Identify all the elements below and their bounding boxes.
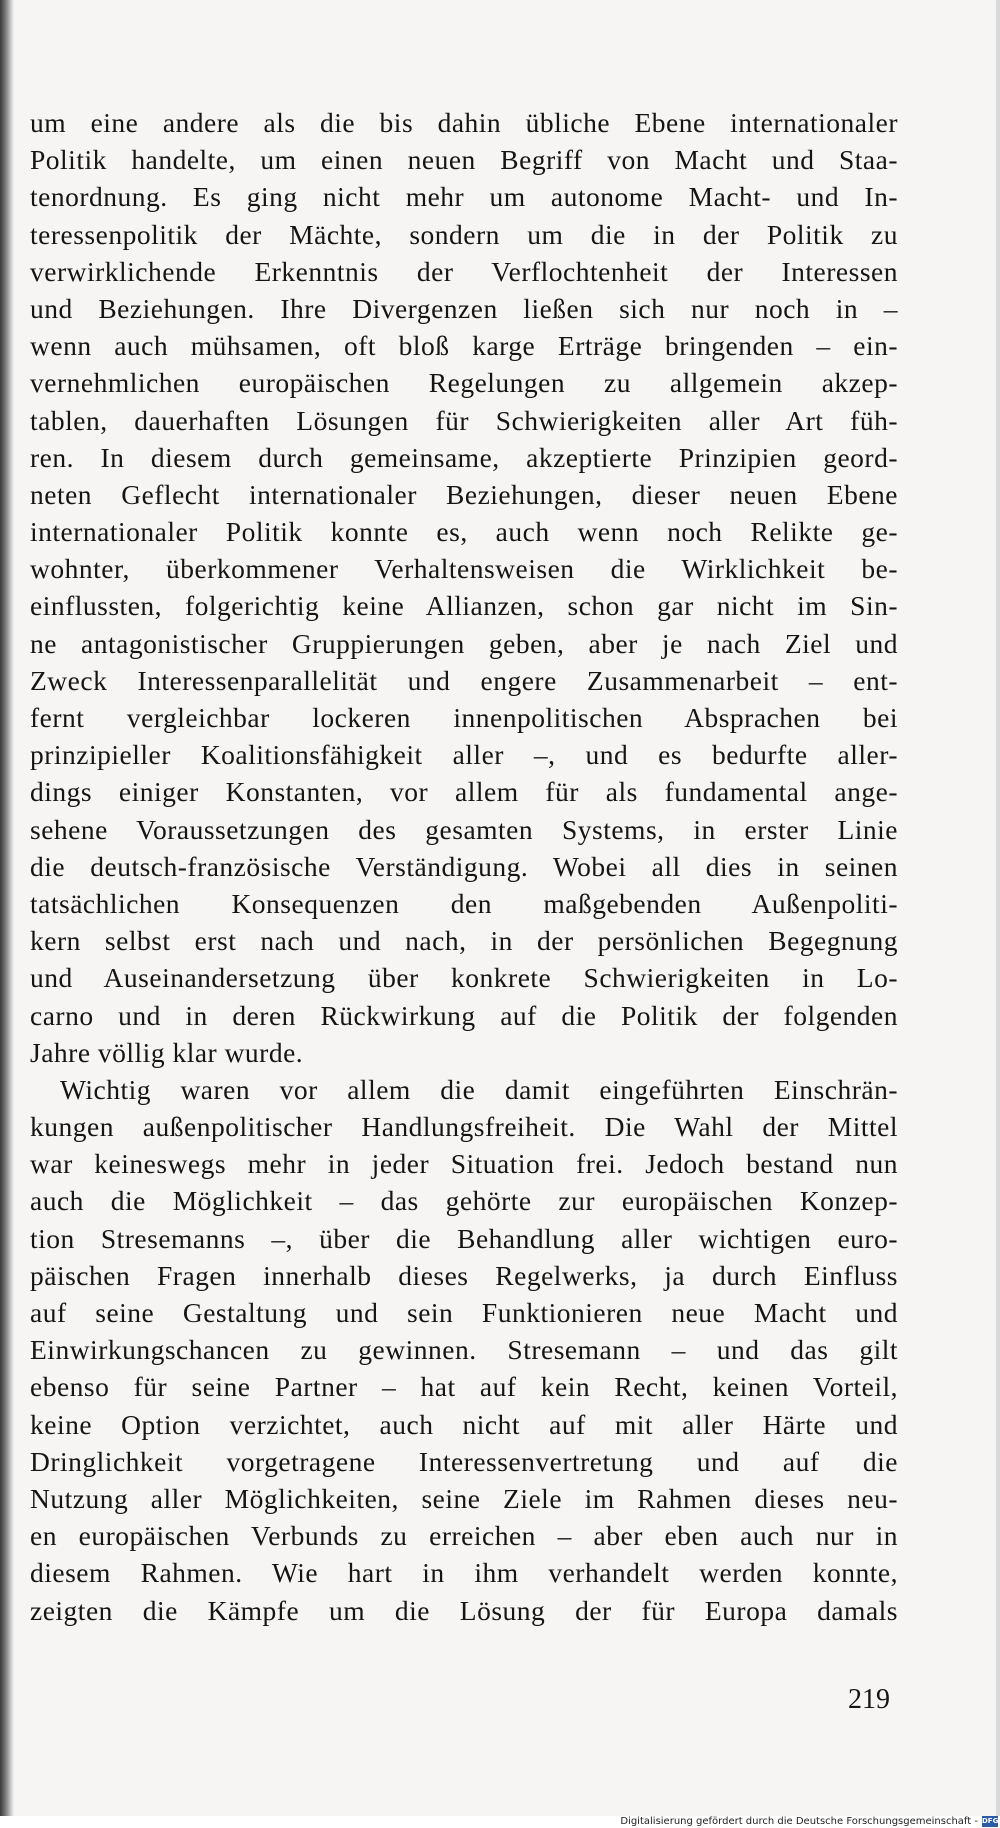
text-line: Politik handelte, um einen neuen Begriff von Macht und Staa- [30,144,898,176]
text-line: päischen Fragen innerhalb dieses Regelwerks, ja durch Einfluss [30,1259,898,1291]
text-line: war keineswegs mehr in jeder Situation frei. Jedoch bestand nun [30,1148,898,1180]
text-line: en europäischen Verbunds zu erreichen – aber eben auch nur in [30,1520,898,1552]
paragraph-last-line: Jahre völlig klar wurde. [30,1036,304,1068]
text-line: und Auseinandersetzung über konkrete Schwierigkeiten in Lo- [30,962,898,994]
text-line: Nutzung aller Möglichkeiten, seine Ziele im Rahmen dieses neu- [30,1482,898,1514]
text-line: diesem Rahmen. Wie hart in ihm verhandelt werden konnte, [30,1557,898,1589]
text-line: vernehmlichen europäischen Regelungen zu allgemein akzep- [30,367,898,399]
text-line: wohnter, überkommener Verhaltensweisen die Wirklichkeit be- [30,553,898,585]
text-line: auch die Möglichkeit – das gehörte zur europäischen Konzep- [30,1185,898,1217]
text-line: kungen außenpolitischer Handlungsfreiheit. Die Wahl der Mittel [30,1111,898,1143]
text-line: die deutsch-französische Verständigung. Wobei all dies in seinen [30,850,898,882]
text-line: prinzipieller Koalitionsfähigkeit aller –, und es bedurfte aller- [30,739,898,771]
text-line: carno und in deren Rückwirkung auf die Politik der folgenden [30,999,898,1031]
text-line: tion Stresemanns –, über die Behandlung aller wichtigen euro- [30,1222,898,1254]
funding-note: Digitalisierung gefördert durch die Deutsche Forschungsgemeinschaft - [620,1816,978,1827]
text-line: keine Option verzichtet, auch nicht auf mit aller Härte und [30,1408,898,1440]
text-line: sehene Voraussetzungen des gesamten Systems, in erster Linie [30,813,898,845]
body-text [30,104,898,1629]
page-edge [996,0,1000,1816]
text-line: ren. In diesem durch gemeinsame, akzeptierte Prinzipien geord- [30,441,898,473]
text-line: Zweck Interessenparallelität und engere Zusammenarbeit – ent- [30,664,898,696]
text-line: und Beziehungen. Ihre Divergenzen ließen sich nur noch in – [30,292,898,324]
text-line: tatsächlichen Konsequenzen den maßgebenden Außenpoliti- [30,887,898,919]
dfg-logo: DFG [982,1817,999,1825]
page-gutter-shadow [0,0,14,1816]
text-line: tenordnung. Es ging nicht mehr um autonome Macht- und In- [30,181,898,213]
text-line: dings einiger Konstanten, vor allem für als fundamental ange- [30,776,898,808]
text-line: ebenso für seine Partner – hat auf kein Recht, keinen Vorteil, [30,1371,898,1403]
text-line: tablen, dauerhaften Lösungen für Schwierigkeiten aller Art füh- [30,404,898,436]
text-line: auf seine Gestaltung und sein Funktionieren neue Macht und [30,1297,898,1328]
text-line: verwirklichende Erkenntnis der Verflochtenheit der Interessen [30,255,898,287]
text-line: neten Geflecht internationaler Beziehungen, dieser neuen Ebene [30,478,898,510]
text-line: zeigten die Kämpfe um die Lösung der für Europa damals [30,1594,898,1626]
text-line: um eine andere als die bis dahin übliche Ebene internationaler [30,107,898,138]
text-line: Dringlichkeit vorgetragene Interessenvertretung und auf die [30,1445,898,1477]
text-line: kern selbst erst nach und nach, in der persönlichen Begegnung [30,925,898,957]
text-line: wenn auch mühsamen, oft bloß karge Erträge bringenden – ein- [30,330,898,362]
text-line: Einwirkungschancen zu gewinnen. Stresemann – und das gilt [30,1334,898,1366]
paragraph-first-line: Wichtig waren vor allem die damit eingeführten Einschrän- [60,1073,898,1105]
text-line: teressenpolitik der Mächte, sondern um die in der Politik zu [30,218,898,250]
text-line: internationaler Politik konnte es, auch wenn noch Relikte ge- [30,516,898,548]
text-line: fernt vergleichbar lockeren innenpolitischen Absprachen bei [30,702,898,733]
text-line: ne antagonistischer Gruppierungen geben, aber je nach Ziel und [30,627,898,659]
page-number: 219 [848,1684,890,1715]
text-line: einflussten, folgerichtig keine Allianzen, schon gar nicht im Sin- [30,590,898,622]
